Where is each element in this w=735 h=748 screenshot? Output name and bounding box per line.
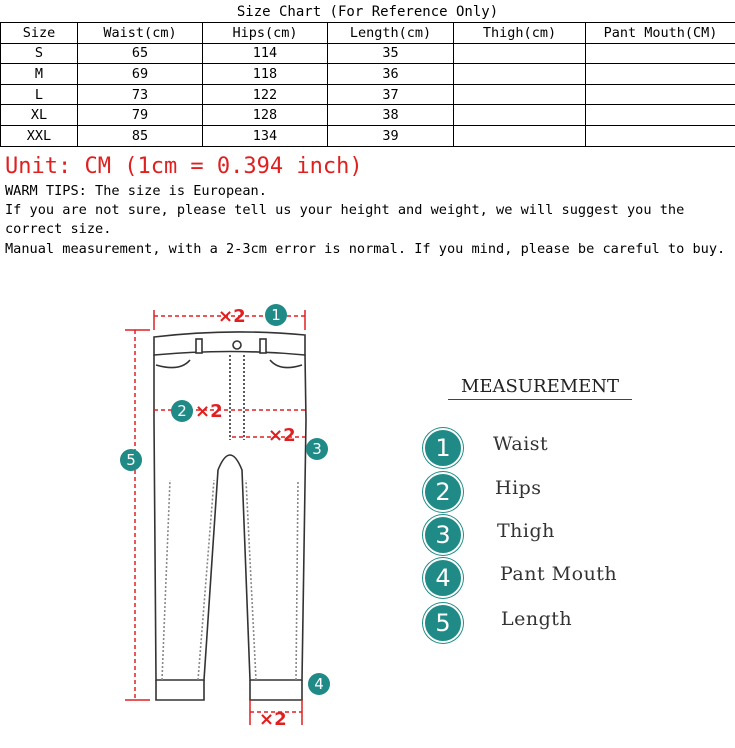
table-row xyxy=(1,84,735,105)
legend-number: 2 xyxy=(423,472,463,512)
header-size: Size xyxy=(1,23,78,44)
legend-number: 4 xyxy=(423,558,463,598)
cell-thigh xyxy=(454,64,586,85)
diagram-marker-4: 4 xyxy=(314,675,324,693)
tips-line-1: WARM TIPS: The size is European. xyxy=(5,183,267,199)
cell-pant-mouth xyxy=(586,43,735,64)
table-row xyxy=(1,64,735,85)
cell-waist: 69 xyxy=(78,64,203,85)
diagram-marker-1: 1 xyxy=(271,306,281,324)
table-row xyxy=(1,125,735,146)
header-thigh: Thigh(cm) xyxy=(454,23,586,44)
header-waist: Waist(cm) xyxy=(78,23,203,44)
waist-x2-label: ×2 xyxy=(218,306,246,327)
cell-thigh xyxy=(454,125,586,146)
header-length: Length(cm) xyxy=(328,23,454,44)
pants-illustration xyxy=(154,332,306,700)
legend-label: Waist xyxy=(493,433,549,455)
tips-line-3: Manual measurement, with a 2-3cm error is normal. If you mind, please be careful to buy. xyxy=(5,240,726,257)
cell-pant-mouth xyxy=(586,84,735,105)
table-row xyxy=(1,105,735,126)
cell-size: L xyxy=(1,84,78,105)
legend-number: 5 xyxy=(423,603,463,643)
warm-tips xyxy=(5,182,731,259)
cell-waist: 65 xyxy=(78,43,203,64)
unit-note: Unit: CM (1cm = 0.394 inch) xyxy=(5,154,363,179)
cell-size: S xyxy=(1,43,78,64)
pant-mouth-x2-label: ×2 xyxy=(259,709,287,730)
cell-hips: 118 xyxy=(203,64,328,85)
diagram-marker-2: 2 xyxy=(177,402,187,420)
header-pant-mouth: Pant Mouth(CM) xyxy=(586,23,735,44)
cell-length: 35 xyxy=(328,43,454,64)
legend-number: 3 xyxy=(423,515,463,555)
table-row xyxy=(1,43,735,64)
table-header-row xyxy=(1,23,735,44)
cell-thigh xyxy=(454,43,586,64)
cell-hips: 134 xyxy=(203,125,328,146)
cell-hips: 122 xyxy=(203,84,328,105)
cell-thigh xyxy=(454,84,586,105)
size-chart-table xyxy=(0,22,735,147)
cell-pant-mouth xyxy=(586,125,735,146)
cell-length: 36 xyxy=(328,64,454,85)
cell-waist: 85 xyxy=(78,125,203,146)
legend-label: Hips xyxy=(495,477,542,499)
cell-waist: 73 xyxy=(78,84,203,105)
cell-size: XL xyxy=(1,105,78,126)
cell-hips: 114 xyxy=(203,43,328,64)
cell-length: 37 xyxy=(328,84,454,105)
legend-label: Length xyxy=(501,608,573,630)
cell-length: 38 xyxy=(328,105,454,126)
tips-line-2: If you are not sure, please tell us your height and weight, we will suggest you the correct size. xyxy=(5,202,685,238)
legend-label: Thigh xyxy=(497,520,555,542)
size-chart-title: Size Chart (For Reference Only) xyxy=(236,4,499,20)
diagram-marker-3: 3 xyxy=(312,440,322,458)
hips-x2-label: ×2 xyxy=(195,401,223,422)
header-hips: Hips(cm) xyxy=(203,23,328,44)
pants-measurement-diagram xyxy=(0,290,735,748)
cell-thigh xyxy=(454,105,586,126)
cell-size: XXL xyxy=(1,125,78,146)
diagram-marker-5: 5 xyxy=(126,451,136,469)
cell-waist: 79 xyxy=(78,105,203,126)
cell-length: 39 xyxy=(328,125,454,146)
cell-pant-mouth xyxy=(586,64,735,85)
measurement-legend-title: MEASUREMENT xyxy=(448,376,632,400)
legend-label: Pant Mouth xyxy=(500,563,618,585)
cell-size: M xyxy=(1,64,78,85)
cell-hips: 128 xyxy=(203,105,328,126)
legend-number: 1 xyxy=(423,428,463,468)
cell-pant-mouth xyxy=(586,105,735,126)
thigh-x2-label: ×2 xyxy=(268,425,296,446)
